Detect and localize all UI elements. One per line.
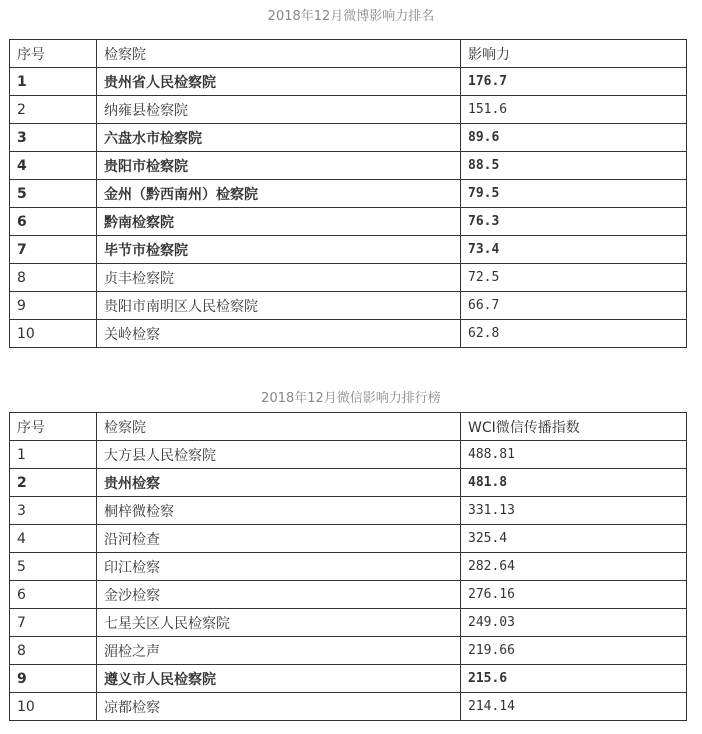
table-row xyxy=(10,180,687,208)
value-cell: 331.13 xyxy=(461,497,687,525)
name-cell: 毕节市检察院 xyxy=(97,236,461,264)
rank-cell: 10 xyxy=(10,693,97,721)
value-cell: 215.6 xyxy=(461,665,687,693)
rank-cell: 6 xyxy=(10,581,97,609)
name-cell: 贵阳市南明区人民检察院 xyxy=(97,292,461,320)
table-row xyxy=(10,553,687,581)
name-cell: 贞丰检察院 xyxy=(97,264,461,292)
rank-cell: 4 xyxy=(10,152,97,180)
table-row xyxy=(10,292,687,320)
name-cell: 沿河检查 xyxy=(97,525,461,553)
rank-cell: 4 xyxy=(10,525,97,553)
name-cell: 贵州省人民检察院 xyxy=(97,68,461,96)
table-row xyxy=(10,693,687,721)
wechat-table-body xyxy=(10,441,687,721)
value-cell: 76.3 xyxy=(461,208,687,236)
rank-cell: 5 xyxy=(10,180,97,208)
name-cell: 金沙检察 xyxy=(97,581,461,609)
name-cell: 金州（黔西南州）检察院 xyxy=(97,180,461,208)
rank-cell: 2 xyxy=(10,469,97,497)
table-row xyxy=(10,441,687,469)
name-cell: 大方县人民检察院 xyxy=(97,441,461,469)
value-cell: 488.81 xyxy=(461,441,687,469)
rank-cell: 10 xyxy=(10,320,97,348)
name-cell: 桐梓微检察 xyxy=(97,497,461,525)
weibo-table-title: 2018年12月微博影响力排名 xyxy=(267,9,435,24)
name-cell: 贵阳市检察院 xyxy=(97,152,461,180)
table-row xyxy=(10,609,687,637)
rank-cell: 9 xyxy=(10,665,97,693)
header-name: 检察院 xyxy=(97,413,461,441)
rank-cell: 8 xyxy=(10,637,97,665)
rank-cell: 2 xyxy=(10,96,97,124)
table-row xyxy=(10,124,687,152)
table-row xyxy=(10,320,687,348)
table-row xyxy=(10,497,687,525)
value-cell: 89.6 xyxy=(461,124,687,152)
value-cell: 79.5 xyxy=(461,180,687,208)
wechat-ranking-table xyxy=(9,412,687,721)
name-cell: 关岭检察 xyxy=(97,320,461,348)
name-cell: 黔南检察院 xyxy=(97,208,461,236)
table-row xyxy=(10,264,687,292)
name-cell: 贵州检察 xyxy=(97,469,461,497)
table-row xyxy=(10,208,687,236)
header-rank: 序号 xyxy=(10,413,97,441)
rank-cell: 1 xyxy=(10,68,97,96)
header-name: 检察院 xyxy=(97,40,461,68)
value-cell: 214.14 xyxy=(461,693,687,721)
table-header-row xyxy=(10,40,687,68)
header-rank: 序号 xyxy=(10,40,97,68)
wechat-table-title: 2018年12月微信影响力排行榜 xyxy=(261,391,441,406)
name-cell: 遵义市人民检察院 xyxy=(97,665,461,693)
name-cell: 六盘水市检察院 xyxy=(97,124,461,152)
rank-cell: 7 xyxy=(10,609,97,637)
rank-cell: 5 xyxy=(10,553,97,581)
rank-cell: 8 xyxy=(10,264,97,292)
table-row xyxy=(10,665,687,693)
value-cell: 176.7 xyxy=(461,68,687,96)
value-cell: 66.7 xyxy=(461,292,687,320)
rank-cell: 6 xyxy=(10,208,97,236)
name-cell: 印江检察 xyxy=(97,553,461,581)
header-value: WCI微信传播指数 xyxy=(461,413,687,441)
table-row xyxy=(10,581,687,609)
value-cell: 72.5 xyxy=(461,264,687,292)
weibo-table-body xyxy=(10,68,687,348)
value-cell: 249.03 xyxy=(461,609,687,637)
header-value: 影响力 xyxy=(461,40,687,68)
table-row xyxy=(10,236,687,264)
table-row xyxy=(10,68,687,96)
name-cell: 纳雍县检察院 xyxy=(97,96,461,124)
table-header-row xyxy=(10,413,687,441)
rank-cell: 1 xyxy=(10,441,97,469)
name-cell: 湄检之声 xyxy=(97,637,461,665)
table-row xyxy=(10,637,687,665)
value-cell: 282.64 xyxy=(461,553,687,581)
name-cell: 七星关区人民检察院 xyxy=(97,609,461,637)
value-cell: 62.8 xyxy=(461,320,687,348)
value-cell: 151.6 xyxy=(461,96,687,124)
value-cell: 219.66 xyxy=(461,637,687,665)
rank-cell: 9 xyxy=(10,292,97,320)
table-row xyxy=(10,469,687,497)
value-cell: 88.5 xyxy=(461,152,687,180)
value-cell: 481.8 xyxy=(461,469,687,497)
table-row xyxy=(10,152,687,180)
rank-cell: 3 xyxy=(10,497,97,525)
table-row xyxy=(10,525,687,553)
value-cell: 325.4 xyxy=(461,525,687,553)
rank-cell: 7 xyxy=(10,236,97,264)
rank-cell: 3 xyxy=(10,124,97,152)
value-cell: 276.16 xyxy=(461,581,687,609)
value-cell: 73.4 xyxy=(461,236,687,264)
table-row xyxy=(10,96,687,124)
weibo-ranking-table xyxy=(9,39,687,348)
name-cell: 凉都检察 xyxy=(97,693,461,721)
